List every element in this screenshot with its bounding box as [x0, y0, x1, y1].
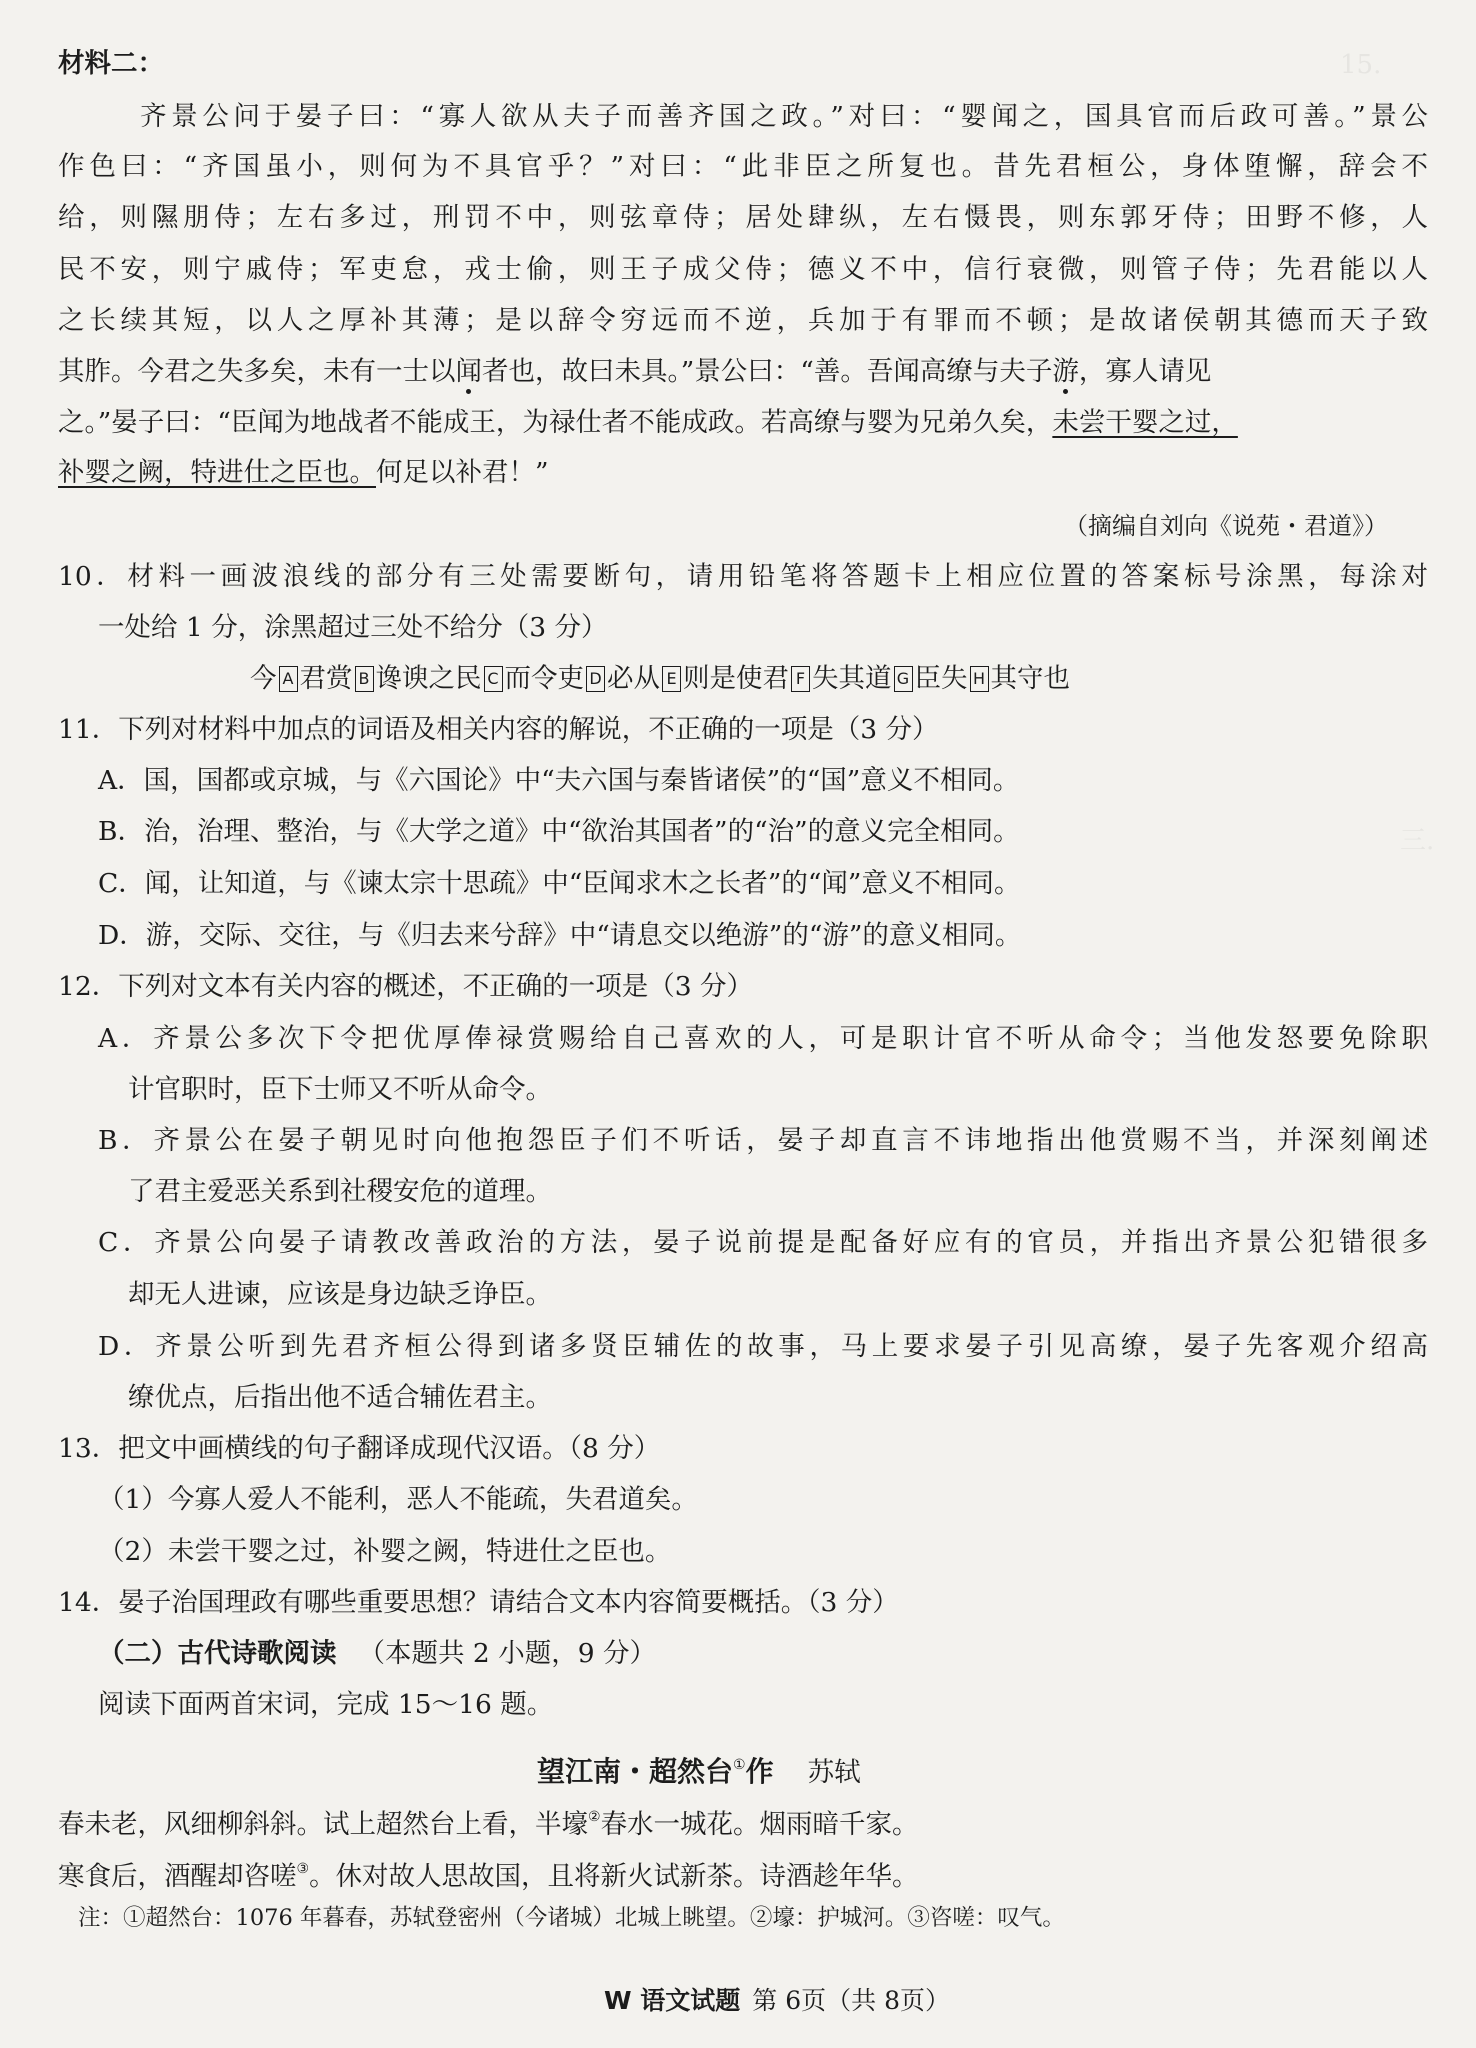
- passage-line: 给，则隰朋侍；左右多过，刑罚不中，则弦章侍；居处肆纵，左右慑畏，则东郭牙侍；田野不修，人: [58, 202, 1428, 233]
- section-intro: 阅读下面两首宋词，完成 15～16 题。: [98, 1689, 554, 1720]
- option-d-cont: 缭优点，后指出他不适合辅佐君主。: [128, 1382, 552, 1413]
- passage-line: 民不安，则宁戚侍；军吏怠，戎士偷，则王子成父侍；德义不中，信行衰微，则管子侍；先君能以人: [58, 254, 1428, 285]
- option-d: D．游，交际、交往，与《归去来兮辞》中“请息交以绝游”的“游”的意义相同。: [98, 920, 1022, 951]
- option-box[interactable]: G: [894, 666, 913, 692]
- question-11-stem: 11．下列对材料中加点的词语及相关内容的解说，不正确的一项是（3 分）: [58, 714, 939, 745]
- passage-source: （摘编自刘向《说苑・君道》）: [1064, 512, 1388, 540]
- option-box[interactable]: C: [484, 666, 503, 692]
- option-d: D．齐景公听到先君齐桓公得到诸多贤臣辅佐的故事，马上要求晏子引见高缭，晏子先客观介绍高: [98, 1331, 1428, 1362]
- punctuation-options: 今 A 君赏 B 谗谀之民 C 而令吏 D 必从 E 则是使君 F 失其道 G 臣失 H 其守也: [250, 663, 1070, 694]
- underlined-sentence: 补婴之阙，特进仕之臣也。: [58, 457, 376, 488]
- translation-item-1: （1）今寡人爱人不能利，恶人不能疏，失君道矣。: [98, 1484, 698, 1515]
- question-12-stem: 12．下列对文本有关内容的概述，不正确的一项是（3 分）: [58, 971, 754, 1002]
- page-footer: W 语文试题 第 6页（共 8页）: [604, 1986, 950, 2015]
- question-10-stem: 一处给 1 分，涂黑超过三处不给分（3 分）: [98, 612, 608, 643]
- option-box[interactable]: F: [791, 666, 810, 692]
- question-14-stem: 14．晏子治国理政有哪些重要思想？请结合文本内容简要概括。（3 分）: [58, 1587, 899, 1618]
- dotted-word-you: 游: [1052, 356, 1079, 387]
- passage-line: 齐景公问于晏子曰：“寡人欲从夫子而善齐国之政。”对曰：“婴闻之，国具官而后政可善。”景公: [140, 101, 1428, 132]
- passage-line: 之长续其短，以人之厚补其薄；是以辞令穷远而不逆，兵加于有罪而不顿；是故诸侯朝其德而天子致: [58, 305, 1428, 336]
- option-b: B．齐景公在晏子朝见时向他抱怨臣子们不听话，晏子却直言不讳地指出他赏赐不当，并深刻阐述: [98, 1125, 1428, 1156]
- poem-title: 望江南・超然台①作 苏轼: [537, 1755, 861, 1788]
- passage-line: 作色曰：“齐国虽小，则何为不具官乎？”对曰：“此非臣之所复也。昔先君桓公，身体堕懈，辞会不: [58, 151, 1428, 182]
- option-a-cont: 计官职时，臣下士师又不听从命令。: [128, 1074, 552, 1105]
- passage-line: 其胙。今君之失多矣，未有一士以闻者也，故曰未具。”景公曰：“善。吾闻高缭与夫子游，寡人请见: [58, 356, 1212, 387]
- show-through-text: 三.: [1400, 826, 1435, 856]
- question-10-stem: 10．材料一画波浪线的部分有三处需要断句，请用铅笔将答题卡上相应位置的答案标号涂黑，每涂对: [58, 561, 1428, 592]
- option-box[interactable]: E: [662, 666, 681, 692]
- show-through-text: 15.: [1340, 50, 1382, 80]
- option-box[interactable]: D: [586, 666, 605, 692]
- option-c-cont: 却无人进谏，应该是身边缺乏诤臣。: [128, 1279, 552, 1310]
- option-b-cont: 了君主爱恶关系到社稷安危的道理。: [128, 1176, 552, 1207]
- option-a: A．国，国都或京城，与《六国论》中“夫六国与秦皆诸侯”的“国”意义不相同。: [98, 765, 1020, 796]
- option-c: C．闻，让知道，与《谏太宗十思疏》中“臣闻求木之长者”的“闻”意义不相同。: [98, 868, 1021, 899]
- passage-line: 之。”晏子曰：“臣闻为地战者不能成王，为禄仕者不能成政。若高缭与婴为兄弟久矣，未尝干婴之过，: [58, 407, 1238, 438]
- translation-item-2: （2）未尝干婴之过，补婴之阙，特进仕之臣也。: [98, 1536, 672, 1567]
- poem-note: 注：①超然台：1076 年暮春，苏轼登密州（今诸城）北城上眺望。②壕：护城河。③咨嗟：叹气。: [78, 1905, 1065, 1931]
- option-a: A．齐景公多次下令把优厚俸禄赏赐给自己喜欢的人，可是职计官不听从命令；当他发怒要免除职: [98, 1023, 1428, 1054]
- question-13-stem: 13．把文中画横线的句子翻译成现代汉语。（8 分）: [58, 1433, 661, 1464]
- option-c: C．齐景公向晏子请教改善政治的方法，晏子说前提是配备好应有的官员，并指出齐景公犯错很多: [98, 1227, 1428, 1258]
- poem-line: 春未老，风细柳斜斜。试上超然台上看，半壕②春水一城花。烟雨暗千家。: [58, 1809, 919, 1840]
- option-box[interactable]: A: [279, 666, 298, 692]
- poem-line: 寒食后，酒醒却咨嗟③。休对故人思故国，且将新火试新茶。诗酒趁年华。: [58, 1861, 919, 1892]
- option-box[interactable]: B: [355, 666, 374, 692]
- option-b: B．治，治理、整治，与《大学之道》中“欲治其国者”的“治”的意义完全相同。: [98, 816, 1020, 847]
- section-heading: （二）古代诗歌阅读 （本题共 2 小题，9 分）: [98, 1638, 656, 1669]
- underlined-sentence: 未尝干婴之过，: [1052, 407, 1238, 438]
- option-box[interactable]: H: [970, 666, 989, 692]
- material-title: 材料二：: [58, 48, 164, 79]
- dotted-word-wen: 闻: [455, 356, 482, 387]
- passage-line: 补婴之阙，特进仕之臣也。何足以补君！”: [58, 457, 549, 488]
